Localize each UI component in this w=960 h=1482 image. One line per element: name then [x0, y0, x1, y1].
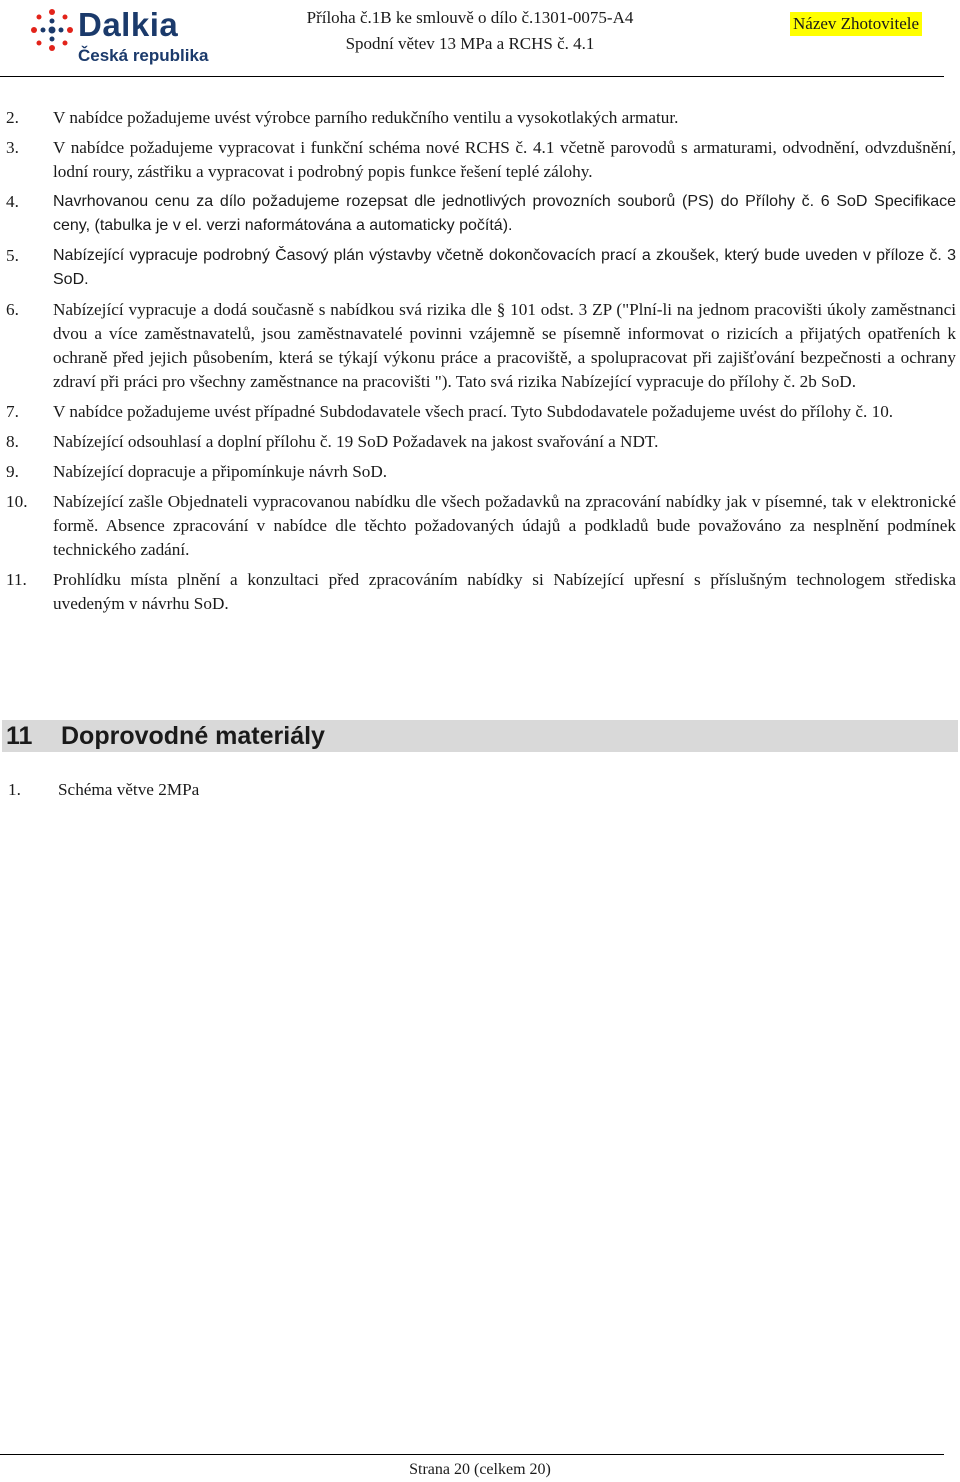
section-number: 11 — [6, 722, 33, 750]
dalkia-star-icon — [30, 8, 74, 52]
requirements-list — [0, 106, 960, 622]
list-item — [0, 568, 960, 616]
footer-divider — [0, 1454, 944, 1455]
list-item — [0, 400, 960, 424]
page-number: Strana 20 (celkem 20) — [409, 1461, 551, 1478]
item-text: V nabídce požadujeme uvést výrobce parního redukčního ventilu a vysokotlakých armatur. — [53, 108, 679, 127]
item-number: 8. — [6, 432, 19, 451]
item-number: 6. — [6, 300, 19, 319]
list-item — [0, 430, 960, 454]
logo-name: Dalkia — [78, 6, 179, 43]
page-header — [0, 0, 960, 80]
list-item — [0, 298, 960, 394]
contractor-name-placeholder: Název Zhotovitele — [790, 12, 922, 36]
item-text: Nabízející dopracuje a připomínkuje návrh SoD. — [53, 462, 388, 481]
list-item — [0, 190, 960, 238]
item-text: Nabízející odsouhlasí a doplní přílohu č. 19 SoD Požadavek na jakost svařování a NDT. — [53, 432, 659, 451]
header-doc-info — [270, 5, 670, 57]
item-text: Nabízející vypracuje a dodá současně s nabídkou svá rizika dle § 101 odst. 3 ZP ("Plní-li na jednom pracovišti úkoly zaměstnanci dvou a více zaměstnavatelů, jsou zaměstnavatelé povinni vzájemně se písemně informovat o rizicích a přijatých opatřeních k ochraně před jejich působením, která se týkají výkonu práce a pracoviště, a spolupracovat při zajišťování bezpečnosti a ochrany zdraví při práci pro všechny zaměstnance na pracovišti "). Tato svá rizika Nabízející vypracuje do přílohy č. 2b SoD. — [53, 300, 956, 391]
doc-reference: Příloha č.1B ke smlouvě o dílo č.1301-0075-A4 — [306, 8, 634, 27]
item-number: 9. — [6, 462, 19, 481]
item-number: 5. — [6, 246, 19, 265]
section-title: Doprovodné materiály — [61, 722, 325, 750]
attachment-text: Schéma větve 2MPa — [58, 780, 200, 799]
item-text: V nabídce požadujeme vypracovat i funkční schéma nové RCHS č. 4.1 včetně parovodů s armaturami, odvodnění, odvzdušnění, lodní roury, zástřiku a vypracovat i podrobný popis funkce řešení teplé zálohy. — [53, 138, 956, 181]
doc-subject: Spodní větev 13 MPa a RCHS č. 4.1 — [345, 34, 595, 53]
item-number: 11. — [6, 570, 27, 589]
attachment-number: 1. — [8, 780, 21, 799]
item-text: Navrhovanou cenu za dílo požadujeme rozepsat dle jednotlivých provozních souborů (PS) do Přílohy č. 6 SoD Specifikace ceny, (tabulka je v el. verzi naformátována a automaticky počítá). — [53, 193, 956, 234]
item-text: V nabídce požadujeme uvést případné Subdodavatele všech prací. Tyto Subdodavatele požadujeme uvést do přílohy č. 10. — [53, 402, 894, 421]
dalkia-logo — [30, 4, 210, 70]
list-item — [0, 106, 960, 130]
item-number: 2. — [6, 108, 19, 127]
list-item — [0, 136, 960, 184]
item-text: Prohlídku místa plnění a konzultaci před zpracováním nabídky si Nabízející upřesní s příslušným technologem střediska uvedeným v návrhu SoD. — [53, 570, 956, 613]
header-divider — [0, 76, 944, 77]
list-item — [0, 244, 960, 292]
section-heading — [2, 720, 958, 752]
item-number: 7. — [6, 402, 19, 421]
item-number: 3. — [6, 138, 19, 157]
list-item — [0, 460, 960, 484]
item-number: 10. — [6, 492, 28, 511]
item-text: Nabízející vypracuje podrobný Časový plán výstavby včetně dokončovacích prací a zkoušek, který bude uveden v příloze č. 3 SoD. — [53, 247, 956, 288]
logo-subtitle: Česká republika — [78, 46, 209, 65]
list-item — [0, 490, 960, 562]
attachment-item — [0, 778, 199, 802]
item-text: Nabízející zašle Objednateli vypracovanou nabídku dle všech požadavků na zpracování nabídky jak v písemné, tak v elektronické formě. Absence zpracování v nabídce dle těchto požadovaných údajů a podkladů bude považováno za nesplnění podmínek technického zadání. — [53, 492, 956, 559]
item-number: 4. — [6, 192, 19, 211]
